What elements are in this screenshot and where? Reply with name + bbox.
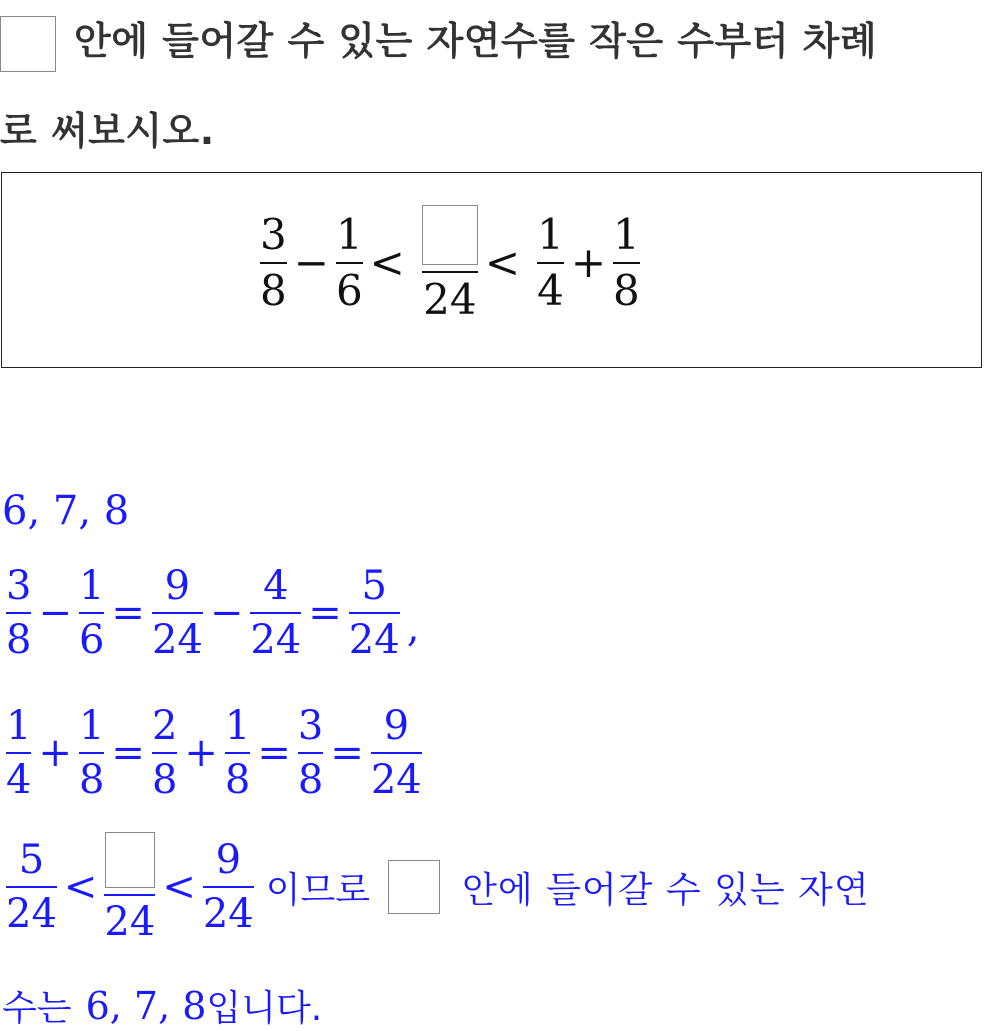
answer-values: 6, 7, 8 [2,488,130,534]
blank-box-icon [422,205,478,265]
question-line-1 [0,10,877,72]
inequality-box [1,172,982,368]
fraction: $\frac{9}{24}$ [370,703,422,803]
fraction: $\frac{9}{24}$ [202,837,254,937]
fraction: $\frac{4}{24}$ [250,563,302,663]
solution-step-3: $\frac{5}{24}$ < 24 < $\frac{9}{24}$ 이므로 안에 들어갈 수 있는 자연 [2,832,870,942]
fraction: $\frac{9}{24}$ [151,563,203,663]
fraction: $\frac{3}{8}$ [260,210,287,315]
solution-step-2: $\frac{1}{4}$ + $\frac{1}{8}$ = $\frac{2}{8}$ + $\frac{1}{8}$ = $\frac{3}{8}$ = $\frac{9}{24}$ [6,703,422,803]
minus-sign: − [293,238,329,287]
fraction: $\frac{1}{8}$ [78,703,105,803]
solution-step-1: $\frac{3}{8}$ − $\frac{1}{6}$ = $\frac{9}{24}$ − $\frac{4}{24}$ = $\frac{5}{24}$ , [6,563,420,663]
fraction: $\frac{1}{4}$ [6,703,32,803]
fraction: $\frac{3}{8}$ [6,563,32,663]
fraction: 24 [104,832,155,942]
conclusion: 수는 6, 7, 8 입니다. [2,983,323,1029]
fraction: $\frac{1}{8}$ [224,703,251,803]
fraction: 24 [422,205,478,321]
fraction: $\frac{1}{6}$ [335,210,363,315]
fraction: $\frac{3}{8}$ [297,703,324,803]
less-than-sign: < [484,238,521,287]
inequality-row [256,205,644,324]
question-text-2: 로 써보시오. [0,109,215,153]
fraction: $\frac{2}{8}$ [151,703,178,803]
fraction: $\frac{1}{4}$ [537,210,564,315]
blank-box-icon [105,832,155,888]
question-line-2 [0,100,215,155]
less-than-sign: < [369,238,405,287]
fraction: $\frac{5}{24}$ [348,563,400,663]
blank-box-icon [0,16,56,72]
fraction: $\frac{5}{24}$ [6,837,57,937]
question-text-1: 안에 들어갈 수 있는 자연수를 작은 수부터 차례 [74,19,878,63]
plus-sign: + [570,238,607,287]
blank-box-icon [388,860,440,914]
fraction: $\frac{1}{6}$ [78,563,105,663]
fraction: $\frac{1}{8}$ [613,210,640,315]
